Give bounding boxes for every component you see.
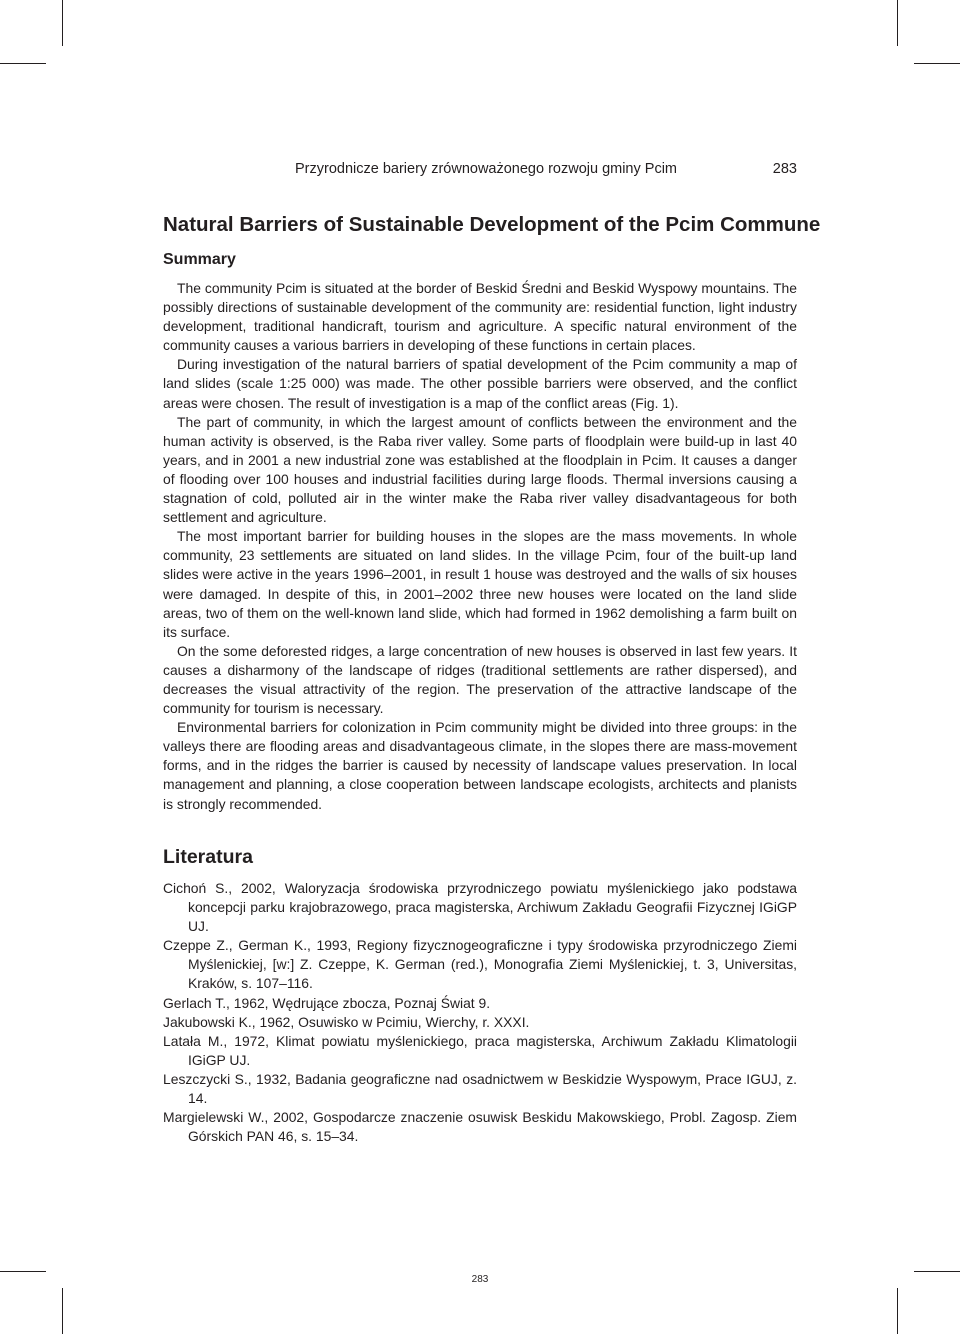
summary-paragraph: Environmental barriers for colonization in Pcim community might be divided into three groups: in the valleys there are flooding areas and disadvantageous climate, in the slopes there are mass-movement forms, and in the ridges the barrier is caused by necessity of landscape values preservation. In local management and planning, a close cooperation between landscape ecologists, architects and planists is strongly recommended. xyxy=(163,719,797,812)
running-head-page-number: 283 xyxy=(772,161,797,177)
reference-item: Gerlach T., 1962, Wędrujące zbocza, Poznaj Świat 9. xyxy=(163,994,491,1011)
article-title: Natural Barriers of Sustainable Development of the Pcim Commune xyxy=(163,213,821,236)
reference-item: Latała M., 1972, Klimat powiatu myślenickiego, praca magisterska, Archiwum Zakładu Klimatologii IGiGP UJ. xyxy=(163,1032,797,1068)
summary-heading: Summary xyxy=(163,251,236,268)
crop-mark-bottom-right-horizontal xyxy=(914,1271,960,1272)
crop-mark-bottom-left-horizontal xyxy=(0,1271,46,1272)
reference-list xyxy=(163,879,797,1146)
reference-item: Czeppe Z., German K., 1993, Regiony fizycznogeograficzne i typy środowiska przyrodniczego Ziemi Myślenickiej, [w:] Z. Czeppe, K. German (red.), Monografia Ziemi Myślenickiej, t. 3, Universitas, Kraków, s. 107–116. xyxy=(163,937,797,992)
summary-body xyxy=(163,279,797,814)
summary-paragraph: The part of community, in which the largest amount of conflicts between the environment and the human activity is observed, is the Raba river valley. Some parts of floodplain were build-up in last 40 years, and in 2001 a new industrial zone was established at the floodplain in Pcim. It causes a danger of flooding over 100 houses and industrial facilities during large floods. Thermal inversions causing a stagnation of cold, polluted air in the winter make the Raba river valley disadvantageous for both settlement and agriculture. xyxy=(163,413,797,526)
crop-mark-top-left-horizontal xyxy=(0,63,46,64)
crop-mark-bottom-left-vertical xyxy=(62,1288,63,1334)
reference-item: Margielewski W., 2002, Gospodarcze znaczenie osuwisk Beskidu Makowskiego, Probl. Zagosp. Ziem Górskich PAN 46, s. 15–34. xyxy=(163,1109,797,1145)
summary-paragraph: On the some deforested ridges, a large concentration of new houses is observed in last few years. It causes a disharmony of the landscape of ridges (traditional settlements are rather dispersed), and decreases the visual attractivity of the region. The preservation of the attractive landscape of the community for tourism is necessary. xyxy=(163,642,797,717)
crop-mark-top-left-vertical xyxy=(62,0,63,46)
reference-item: Leszczycki S., 1932, Badania geograficzne nad osadnictwem w Beskidzie Wyspowym, Prace IGUJ, z. 14. xyxy=(163,1070,797,1107)
footer-page-number: 283 xyxy=(471,1274,489,1285)
reference-item: Cichoń S., 2002, Waloryzacja środowiska przyrodniczego powiatu myślenickiego jako podstawa koncepcji parku krajobrazowego, praca magisterska, Archiwum Zakładu Geografii Fizycznej IGiGP UJ. xyxy=(163,880,797,935)
summary-paragraph: During investigation of the natural barriers of spatial development of the Pcim community a map of land slides (scale 1:25 000) was made. The other possible barriers were observed, and the conflict areas were chosen. The result of investigation is a map of the conflict areas (Fig. 1). xyxy=(163,356,797,411)
running-head-title: Przyrodnicze bariery zrównoważonego rozwoju gminy Pcim xyxy=(295,161,677,177)
literature-heading: Literatura xyxy=(163,846,253,868)
crop-mark-bottom-right-vertical xyxy=(897,1288,898,1334)
crop-mark-top-right-vertical xyxy=(897,0,898,46)
reference-item: Jakubowski K., 1962, Osuwisko w Pcimiu, Wierchy, r. XXXI. xyxy=(163,1013,530,1030)
summary-paragraph: The community Pcim is situated at the border of Beskid Średni and Beskid Wyspowy mountains. The possibly directions of sustainable development of the community are: residential function, light industry development, traditional handicraft, tourism and agriculture. A specific natural environment of the community causes a various barriers in developing of these functions in certain places. xyxy=(163,280,797,354)
summary-paragraph: The most important barrier for building houses in the slopes are the mass movements. In whole community, 23 settlements are situated on land slides. In the village Pcim, four of the built-up land slides were active in the years 1996–2001, in result 1 house was destroyed and the walls of six houses were damaged. In despite of this, in 2001–2002 three new houses were located on the land slide areas, two of them on the well-known land slide, which had formed in 1962 demolishing a farm built on its surface. xyxy=(163,528,797,640)
crop-mark-top-right-horizontal xyxy=(914,63,960,64)
